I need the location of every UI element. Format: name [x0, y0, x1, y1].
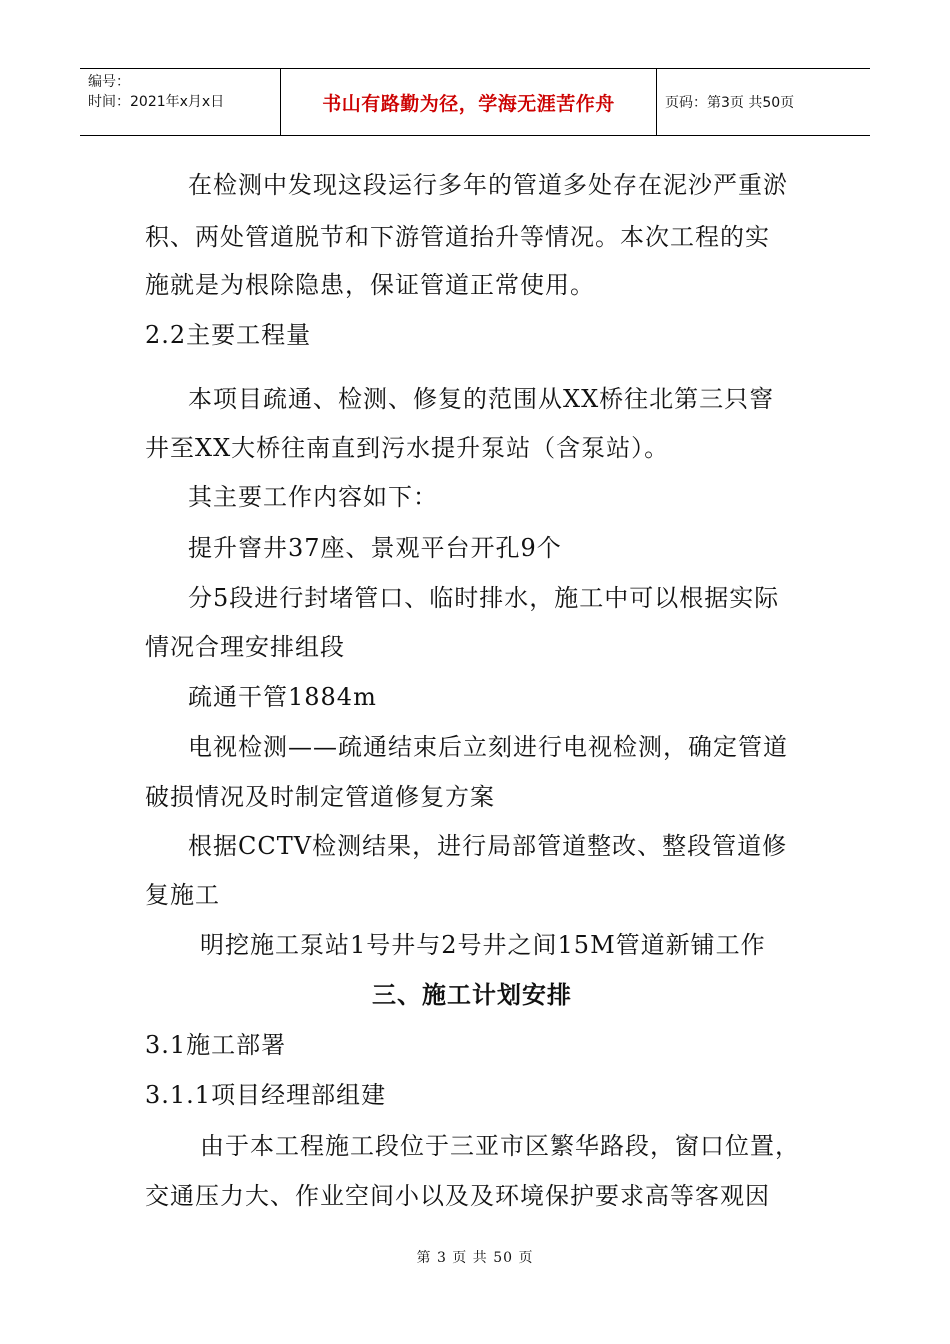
- body-line: 明挖施工泵站1号井与2号井之间15M管道新铺工作: [200, 931, 766, 959]
- body-line: 积、两处管道脱节和下游管道抬升等情况。本次工程的实: [145, 223, 770, 251]
- body-line: 疏通干管1884m: [188, 683, 377, 711]
- body-line: 其主要工作内容如下：: [188, 483, 438, 511]
- body-line: 复施工: [145, 881, 220, 909]
- header-page-info: 页码：第3页 共50页: [665, 95, 795, 111]
- body-line: 施就是为根除隐患，保证管道正常使用。: [145, 271, 595, 299]
- body-line: 在检测中发现这段运行多年的管道多处存在泥沙严重淤: [188, 171, 788, 199]
- body-line: 电视检测——疏通结束后立刻进行电视检测，确定管道: [188, 733, 788, 761]
- body-line: 井至XX大桥往南直到污水提升泵站（含泵站）。: [145, 434, 670, 462]
- document-number: 编号：: [88, 74, 130, 90]
- body-line: 提升窨井37座、景观平台开孔9个: [188, 534, 562, 562]
- subsection-heading: 3.1.1项目经理部组建: [145, 1081, 387, 1109]
- header-motto-cell: [281, 69, 657, 135]
- chapter-heading: 三、施工计划安排: [372, 981, 572, 1009]
- body-line: 破损情况及时制定管道修复方案: [145, 783, 495, 811]
- header-meta: [80, 69, 281, 135]
- body-line: 由于本工程施工段位于三亚市区繁华路段，窗口位置，: [200, 1132, 800, 1160]
- page-header: [80, 68, 870, 136]
- body-line: 本项目疏通、检测、修复的范围从XX桥往北第三只窨: [188, 385, 775, 413]
- header-motto: 书山有路勤为径，学海无涯苦作舟: [322, 92, 615, 115]
- document-date: 时间：2021年x月x日: [88, 94, 225, 110]
- body-line: 根据CCTV检测结果，进行局部管道整改、整段管道修: [188, 832, 788, 860]
- section-heading: 2.2主要工程量: [145, 321, 312, 349]
- body-line: 交通压力大、作业空间小以及及环境保护要求高等客观因: [145, 1182, 770, 1210]
- body-line: 分5段进行封堵管口、临时排水，施工中可以根据实际: [188, 584, 780, 612]
- header-page-info-cell: [657, 69, 870, 135]
- page-footer: 第 3 页 共 50 页: [416, 1250, 534, 1266]
- body-line: 情况合理安排组段: [145, 633, 345, 661]
- section-heading: 3.1施工部署: [145, 1031, 287, 1059]
